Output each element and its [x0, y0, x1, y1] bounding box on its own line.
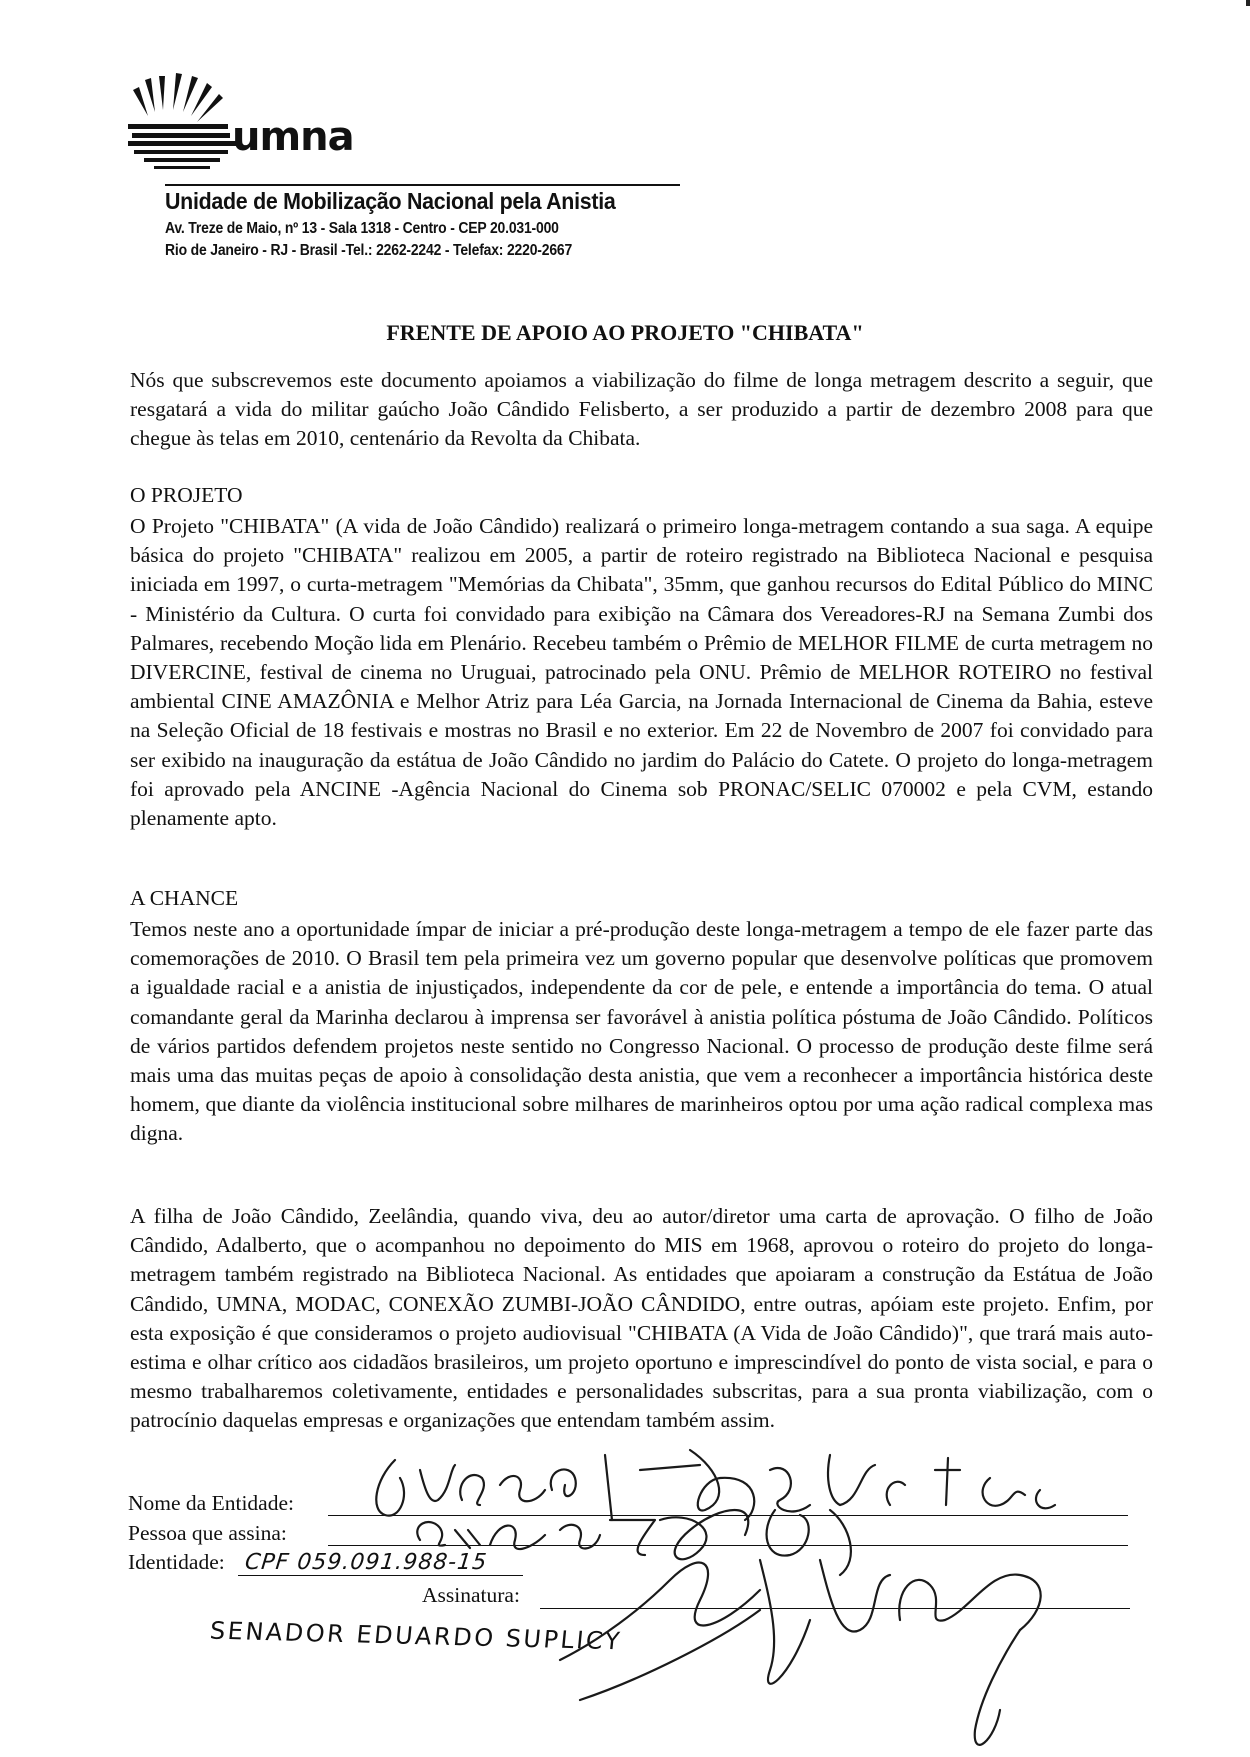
assinatura-line [540, 1608, 1130, 1609]
section-heading-projeto: O PROJETO [130, 483, 243, 507]
chance-paragraph: Temos neste ano a oportunidade ímpar de iniciar a pré-produção deste longa-metragem a tempo de ele fazer parte das comemorações de 2010. O Brasil tem pela primeira vez um governo popular que desenvolve políticas que promovem a igualdade racial e a anistia de injustiçados, independente da cor de pele, e entende a importância do tema. O atual comandante geral da Marinha declarou à imprensa ser favorável à anistia política póstuma de João Cândido. Políticos de vários partidos defendem projetos neste sentido no Congresso Nacional. O processo de produção deste filme será mais uma das muitas peças de apoio à consolidação desta anistia, que vem a reconhecer a importância histórica deste homem, que diante da violência institucional sobre milhares de marinheiros optou por uma ação radical complexa mas digna. [130, 917, 1153, 1146]
scan-mark [1246, 0, 1250, 6]
pessoa-line [328, 1545, 1128, 1546]
org-address-line1: Av. Treze de Maio, nº 13 - Sala 1318 - Centro - CEP 20.031-000 [165, 220, 559, 237]
letterhead-rule [165, 184, 680, 186]
final-paragraph: A filha de João Cândido, Zeelândia, quando viva, deu ao autor/diretor uma carta de aprovação. O filho de João Cândido, Adalberto, que o acompanhou no depoimento do MIS em 1968, aprovou o roteiro do projeto do longa-metragem também registrado na Biblioteca Nacional. As entidades que apoiaram a construção da Estátua de João Cândido, UMNA, MODAC, CONEXÃO ZUMBI-JOÃO CÂNDIDO, entre outras, apóiam este projeto. Enfim, por esta exposição é que consideramos o projeto audiovisual "CHIBATA (A Vida de João Cândido)", que trará mais auto-estima e olhar crítico aos cidadãos brasileiros, um projeto oportuno e imprescindível do ponto de vista social, e para o mesmo trabalharemos coletivamente, entidades e personalidades subscritas, para a sua pronta viabilização, com o patrocínio daquelas empresas e organizações que entendam também assim. [130, 1204, 1153, 1433]
svg-text:umna: umna [232, 114, 354, 160]
pessoa-label: Pessoa que assina: [128, 1521, 287, 1545]
entidade-label: Nome da Entidade: [128, 1491, 294, 1515]
intro-paragraph: Nós que subscrevemos este documento apoiamos a viabilização do filme de longa metragem descrito a seguir, que resgatará a vida do militar gaúcho João Cândido Felisberto, a ser produzido a partir de dezembro 2008 para que chegue às telas em 2010, centenário da Revolta da Chibata. [130, 368, 1153, 451]
identidade-line [238, 1575, 523, 1576]
document-title: FRENTE DE APOIO AO PROJETO "CHIBATA" [386, 320, 864, 345]
org-name: Unidade de Mobilização Nacional pela Anistia [165, 188, 616, 214]
entidade-line [328, 1515, 1128, 1516]
assinatura-label: Assinatura: [422, 1583, 520, 1607]
identidade-handwritten: CPF 059.091.988-15 [243, 1550, 489, 1575]
section-heading-chance: A CHANCE [130, 886, 239, 910]
handwritten-name: SENADOR EDUARDO SUPLICY [208, 1616, 624, 1656]
umna-logo [128, 70, 408, 180]
projeto-paragraph: O Projeto "CHIBATA" (A vida de João Cândido) realizará o primeiro longa-metragem contando a sua saga. A equipe básica do projeto "CHIBATA" realizou em 2005, a partir de roteiro registrado na Biblioteca Nacional e pesquisa iniciada em 1997, o curta-metragem "Memórias da Chibata", 35mm, que ganhou recursos do Edital Público do MINC - Ministério da Cultura. O curta foi convidado para exibição na Câmara dos Vereadores-RJ na Semana Zumbi dos Palmares, recebendo Moção lida em Plenário. Recebeu também o Prêmio de MELHOR FILME de curta metragem no DIVERCINE, festival de cinema no Uruguai, patrocinado pela ONU. Prêmio de MELHOR ROTEIRO no festival ambiental CINE AMAZÔNIA e Melhor Atriz para Léa Garcia, na Jornada Internacional de Cinema da Bahia, esteve na Seleção Oficial de 18 festivais e mostras no Brasil e no exterior. Em 22 de Novembro de 2007 foi convidado para ser exibido na inauguração da estátua de João Cândido no jardim do Palácio do Catete. O projeto do longa-metragem foi aprovado pela ANCINE -Agência Nacional do Cinema sob PRONAC/SELIC 070002 e pela CVM, estando plenamente apto. [130, 514, 1153, 831]
identidade-label: Identidade: [128, 1550, 225, 1574]
org-address-line2: Rio de Janeiro - RJ - Brasil -Tel.: 2262-2242 - Telefax: 2220-2667 [165, 242, 573, 259]
